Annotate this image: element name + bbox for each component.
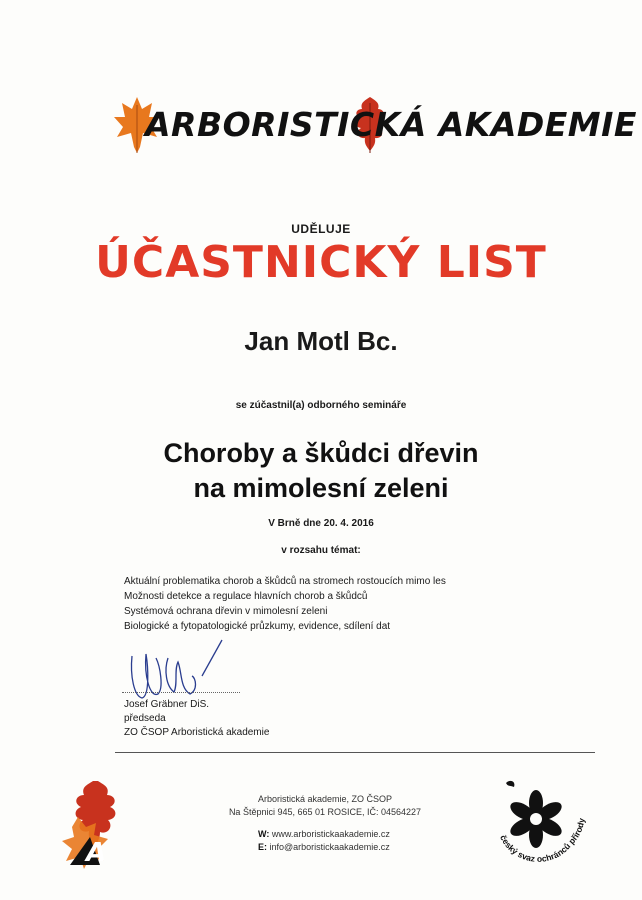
topic-item: Aktuální problematika chorob a škůdců na stromech rostoucích mimo les <box>124 576 446 587</box>
email-label: E: <box>258 842 267 852</box>
topics-list <box>124 574 446 634</box>
academy-leaf-logo-icon <box>60 777 130 877</box>
topic-item: Systémová ochrana dřevin v mimolesní zeleni <box>124 606 328 617</box>
svg-text:A: A <box>86 838 107 868</box>
footer-divider <box>115 752 595 753</box>
seminar-title <box>0 436 642 506</box>
web-link[interactable]: www.arboristickaakademie.cz <box>271 829 390 839</box>
seminar-title-line1: Choroby a škůdci dřevin <box>163 438 479 468</box>
grant-label: UDĚLUJE <box>291 222 351 236</box>
signature-line <box>122 692 240 693</box>
place-date: V Brně dne 20. 4. 2016 <box>268 518 374 529</box>
seminar-title-line2: na mimolesní zeleni <box>193 473 449 503</box>
participated-label: se zúčastnil(a) odborného semináře <box>235 400 407 411</box>
signer-name: Josef Gräbner DiS. <box>124 699 210 710</box>
footer-email-row <box>258 841 390 854</box>
recipient-name: Jan Motl Bc. <box>244 326 398 356</box>
footer-contacts <box>258 828 390 854</box>
web-label: W: <box>258 829 270 839</box>
signer-role: předseda <box>124 713 166 724</box>
footer-address-line: Na Štěpnici 945, 665 01 ROSICE, IČ: 04564227 <box>228 807 422 817</box>
signer-block <box>124 698 269 740</box>
signer-org: ZO ČSOP Arboristická akademie <box>124 727 270 738</box>
scope-label: v rozsahu témat: <box>281 545 361 556</box>
header-logo <box>0 95 642 165</box>
certificate-title: ÚČASTNICKÝ LIST <box>95 237 547 288</box>
topic-item: Biologické a fytopatologické průzkumy, evidence, sdílení dat <box>124 621 391 632</box>
topic-item: Možnosti detekce a regulace hlavních chorob a škůdců <box>124 591 368 602</box>
footer-address <box>200 793 450 819</box>
footer-org-name: Arboristická akademie, ZO ČSOP <box>257 794 393 804</box>
handwritten-signature <box>120 636 230 706</box>
footer-web-row <box>258 828 390 841</box>
csop-logo-icon <box>492 775 587 870</box>
logo-wordmark: ARBORISTICKÁ AKADEMIE <box>145 105 637 144</box>
csop-logo-text: český svaz ochránců přírody <box>498 817 587 864</box>
email-link[interactable]: info@arboristickaakademie.cz <box>269 842 390 852</box>
